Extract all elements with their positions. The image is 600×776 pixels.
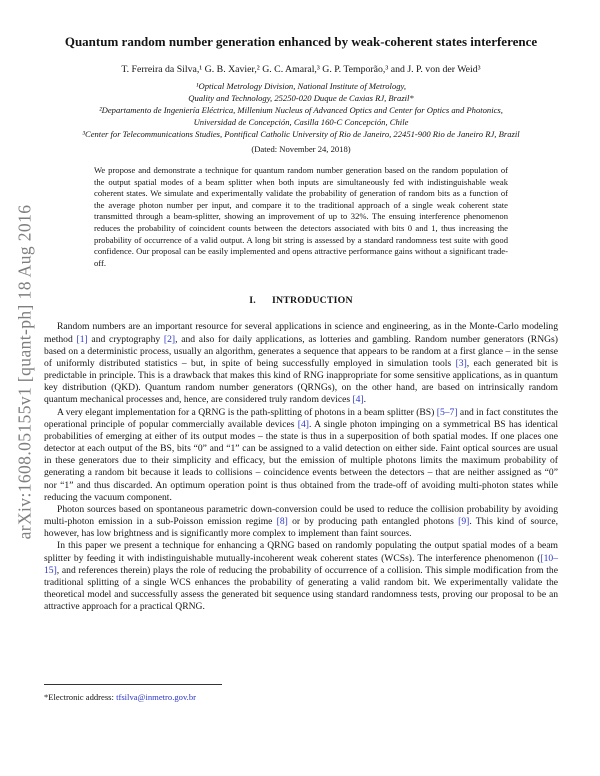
text-segment: or by producing path entangled photons	[287, 516, 459, 528]
section-heading	[44, 295, 558, 306]
citation-link[interactable]: [10–15]	[44, 552, 558, 576]
paragraph	[44, 540, 558, 613]
text-segment: A very elegant implementation for a QRNG is the path-splitting of photons in a beam splitter (BS)	[57, 406, 437, 418]
section-number: I.	[249, 295, 256, 307]
paper-title: Quantum random number generation enhanced by weak-coherent states interference	[64, 34, 538, 49]
text-segment: , each generated bit is predictable in principle. This is a drawback that makes this kind of RNG inappropriate for some sensitive applications, as in quantum key distribution (QKD). Quantum random number generators (QRNGs), on the other hand, are based on intrinsically random quantum mechanical processes and, hence, are considered truly random devices	[44, 357, 558, 406]
text-segment: and cryptography	[87, 333, 164, 345]
citation-link[interactable]: [5–7]	[436, 406, 458, 418]
arxiv-watermark: arXiv:1608.05155v1 [quant-ph] 18 Aug 2016	[14, 204, 35, 540]
text-segment: , and also for daily applications, as lotteries and gambling. Random number generators (RNGs) based on a deterministic process, usually an algorithm, generates a sequence that appears to be random at a first glance – in the sense of uniformly distributed statistics – but, in spite of being successfully employed in simulation tools	[44, 333, 558, 369]
introduction-body	[44, 321, 558, 613]
affiliation-line: ²Departamento de Ingeniería Eléctrica, Millenium Nucleus of Advanced Optics and Center for Optics and Photonics,	[99, 104, 503, 115]
affiliations-block	[44, 80, 558, 140]
citation-link[interactable]: [9]	[458, 516, 470, 528]
paragraph	[44, 407, 558, 504]
paragraph	[44, 321, 558, 406]
footnote-area	[44, 684, 560, 702]
date-line: (Dated: November 24, 2018)	[251, 144, 351, 155]
affiliation-line: Universidad de Concepción, Casilla 160-C Concepción, Chile	[193, 116, 409, 127]
citation-link[interactable]: [4]	[352, 394, 364, 406]
text-segment: and in fact constitutes the operational principle of popular commercially available devices	[44, 406, 558, 430]
footnote	[44, 692, 560, 702]
footnote-rule	[44, 684, 222, 685]
abstract: We propose and demonstrate a technique for quantum random number generation based on the random population of the output spatial modes of a beam splitter when both inputs are simultaneously fed with indistinguishable weak coherent states. We simulate and experimentally validate the probability of generation of random bits as a function of the average photon number per input, and compare it to the traditional approach of a single weak coherent state transmitted through a beam-splitter, showing an improvement of up to 32%. The ensuing interference phenomenon reduces the probability of coincident counts between the detectors associated with bits 0 and 1, thus increasing the probability of occurrence of a valid output. A long bit string is assessed by a standard randomness test suite with good confidence. Our proposal can be easily implemented and opens attractive performance gains without a significant trade-off.	[94, 165, 508, 268]
authors-line: T. Ferreira da Silva,¹ G. B. Xavier,² G. C. Amaral,³ G. P. Temporão,³ and J. P. von der Weid³	[121, 63, 481, 75]
text-segment: .	[363, 394, 367, 406]
citation-link[interactable]: [4]	[297, 418, 309, 430]
text-segment: Random numbers are an important resource for several applications in science and engineering, as in the Monte-Carlo modeling method	[44, 321, 558, 345]
citation-link[interactable]: [8]	[276, 516, 288, 528]
citation-link[interactable]: [1]	[76, 333, 88, 345]
citation-link[interactable]: [3]	[455, 357, 467, 369]
citation-link[interactable]: [2]	[163, 333, 176, 345]
text-segment: . This kind of source, however, has low brightness and is significantly more complex to implement than faint sources.	[44, 516, 558, 540]
email-link[interactable]: tfsilva@inmetro.gov.br	[116, 692, 196, 702]
paragraph	[44, 504, 558, 541]
text-segment: Photon sources based on spontaneous parametric down-conversion could be used to reduce the collision probability by avoiding multi-photon emission in a sub-Poisson emission regime	[44, 503, 558, 528]
affiliation-line: ¹Optical Metrology Division, National Institute of Metrology,	[195, 80, 407, 91]
text-segment: In this paper we present a technique for enhancing a QRNG based on randomly populating the output spatial modes of a beam splitter by feeding it with indistinguishable mutually-incoherent weak coherent states (WCSs). The interference phenomenon (	[44, 540, 558, 564]
affiliation-line: ³Center for Telecommunications Studies, Pontifical Catholic University of Rio de Janeiro, 22451-900 Rio de Janeiro RJ, Brazil	[82, 129, 520, 140]
section-title: INTRODUCTION	[271, 295, 353, 307]
text-segment: , and references therein) plays the role of reducing the probability of occurrence of a collision. This simple modification from the traditional splitting of a single WCS enhances the probability of generating a valid random bit. We experimentally validate the theoretical model and successfully assess the generated bit sequence using standard randomness tests, proving our proposal to be an attractive approach for a practical QRNG.	[44, 564, 558, 613]
paper-content	[44, 34, 558, 614]
footnote-prefix: *Electronic address:	[44, 692, 117, 702]
affiliation-line: Quality and Technology, 25250-020 Duque de Caxias RJ, Brazil*	[188, 92, 414, 103]
text-segment: . A single photon impinging on a symmetrical BS has identical probabilities of emerging at either of its output modes – the state is thus in a superposition of both spatial modes. If one places one detector at each output of the BS, bits “0” and “1” can be assigned to a valid detection on either side. Faint optical sources are usual in these generators due to their simplicity and efficacy, but the emission of multiple photons limits the maximum probability of generating a random bit because it leads to collisions – coincidence events between the detectors – that are neither assigned as “0” nor “1” and thus discarded. An optimum operation point is thus obtained from the trade-off of avoiding multi-photon states while reducing the vacuum component.	[44, 418, 558, 503]
